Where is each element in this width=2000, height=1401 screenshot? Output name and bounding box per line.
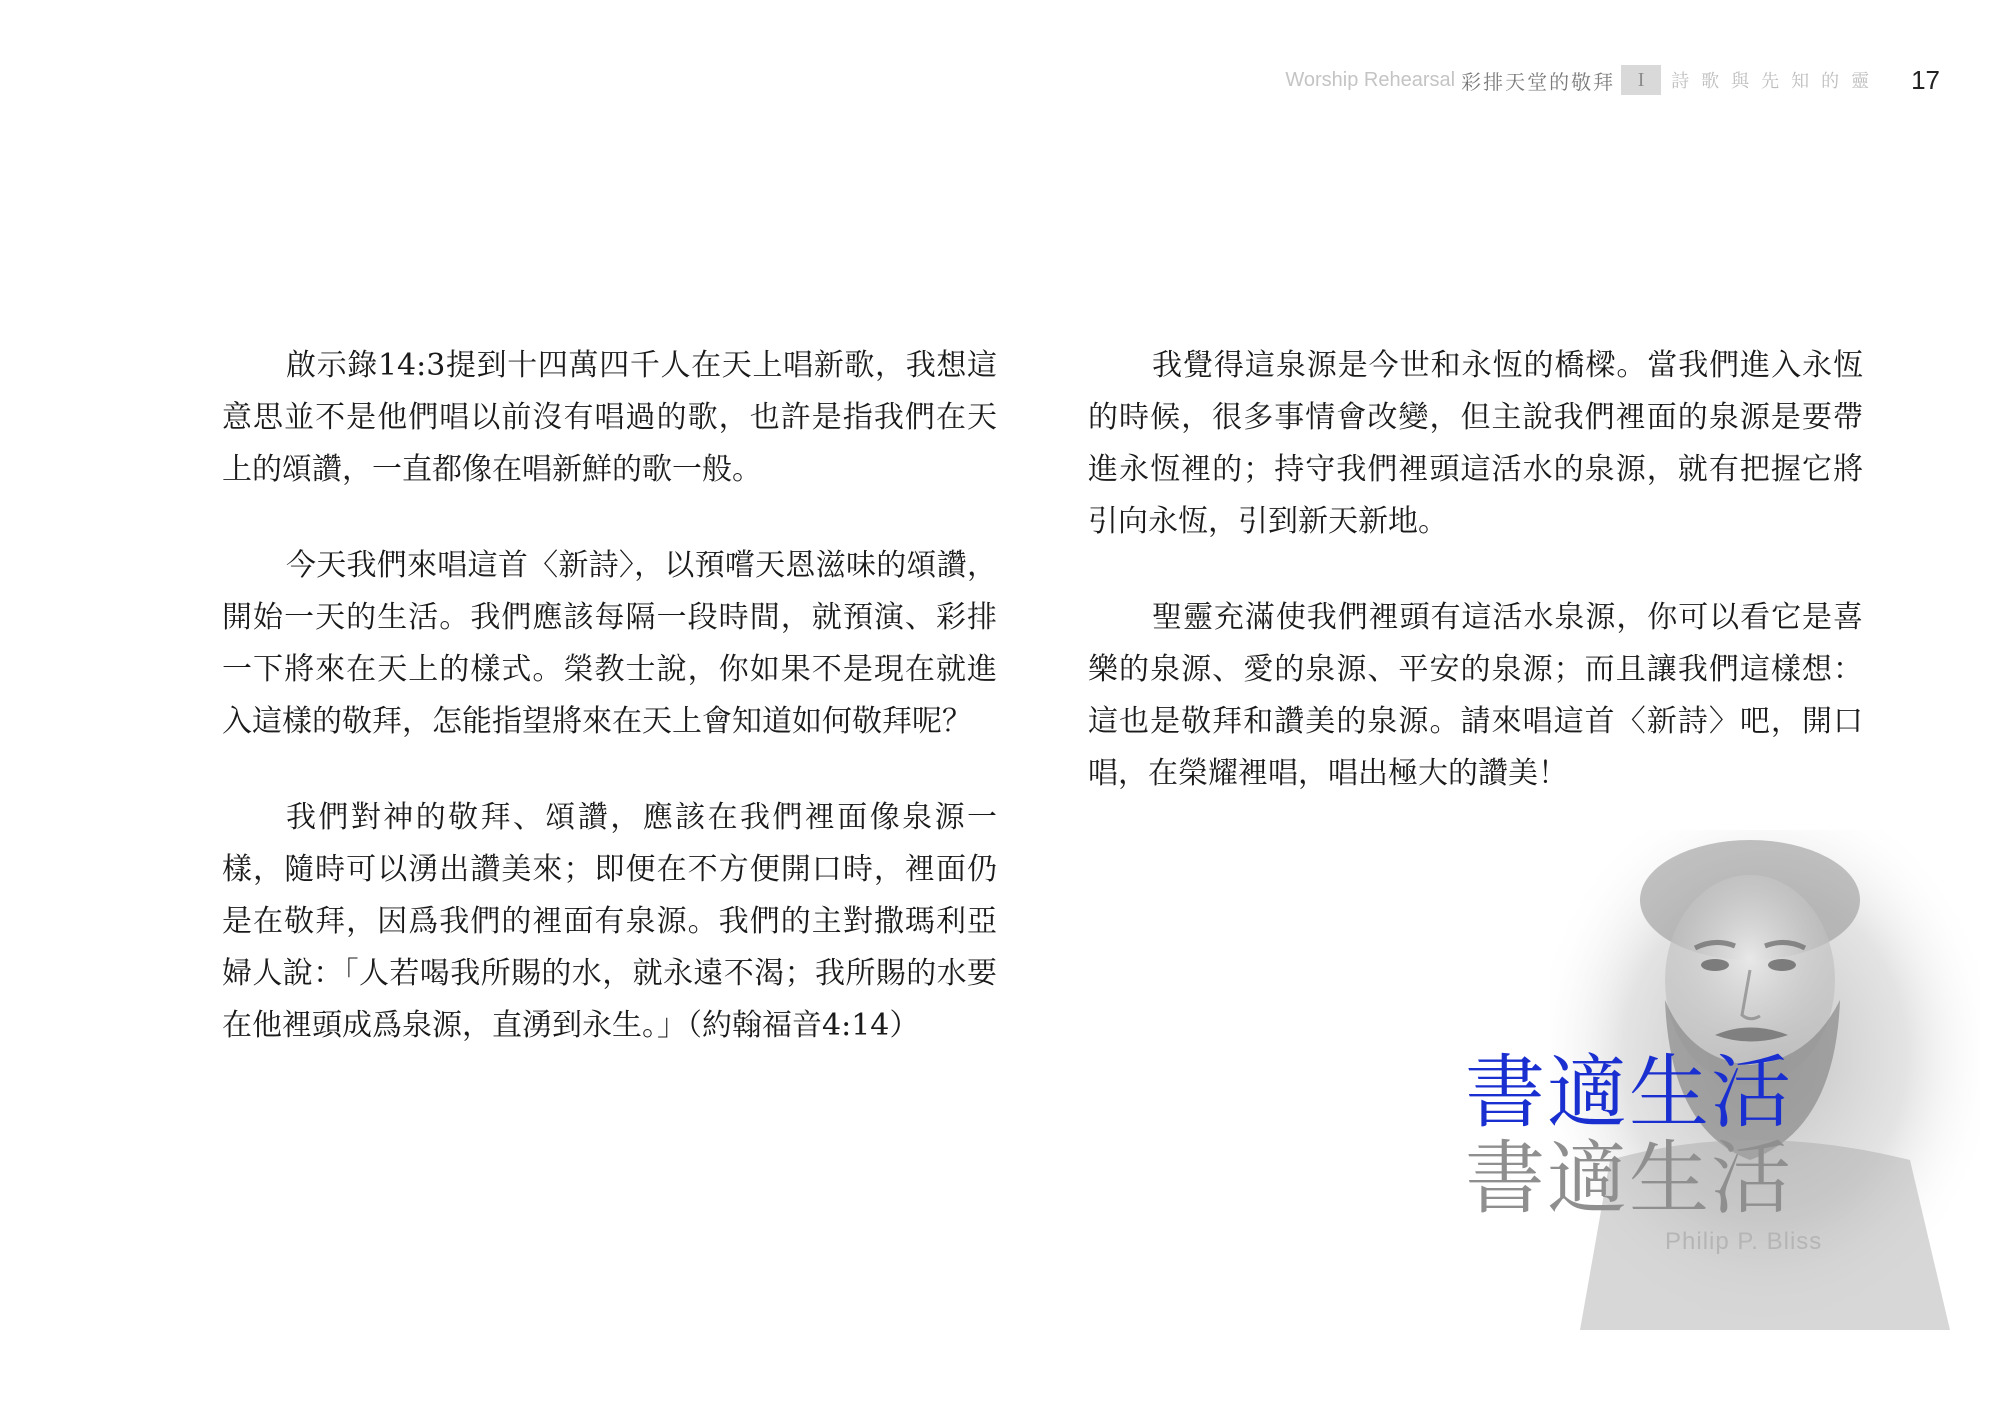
header-section-title: 詩歌與先知的靈 — [1671, 71, 1882, 92]
brand-logo-line-gray: 書適生活 — [1465, 1132, 1793, 1225]
running-header — [1285, 64, 1940, 96]
paragraph: 我們對神的敬拜、頌讚，應該在我們裡面像泉源一樣，隨時可以湧出讚美來；即便在不方便開口時，裡面仍是在敬拜，因爲我們的裡面有泉源。我們的主對撒瑪利亞婦人說：「人若喝我所賜的水，就永遠不渴；我所賜的水要在他裡頭成爲泉源，直湧到永生。」（約翰福音4:14） — [222, 800, 997, 1043]
paragraph: 今天我們來唱這首〈新詩〉，以預嚐天恩滋味的頌讚，開始一天的生活。我們應該每隔一段時間，就預演、彩排一下將來在天上的樣式。榮教士說，你如果不是現在就進入這樣的敬拜，怎能指望將來在天上會知道如何敬拜呢？ — [222, 548, 997, 739]
header-title-zh: 彩排天堂的敬拜 — [1461, 69, 1616, 94]
left-text-column — [222, 340, 997, 1096]
page-number: 17 — [1911, 64, 1940, 95]
paragraph: 我覺得這泉源是今世和永恆的橋樑。當我們進入永恆的時候，很多事情會改變，但主說我們裡面的泉源是要帶進永恆裡的；持守我們裡頭這活水的泉源，就有把握它將引向永恆，引到新天新地。 — [1088, 348, 1863, 539]
portrait-caption: Philip P. Bliss — [1665, 1228, 1823, 1255]
chapter-number-badge: I — [1621, 65, 1661, 95]
brand-logo-line-blue: 書適生活 — [1465, 1046, 1793, 1139]
paragraph: 啟示錄14:3提到十四萬四千人在天上唱新歌，我想這意思並不是他們唱以前沒有唱過的歌，也許是指我們在天上的頌讚，一直都像在唱新鮮的歌一般。 — [222, 348, 997, 487]
paragraph: 聖靈充滿使我們裡頭有這活水泉源，你可以看它是喜樂的泉源、愛的泉源、平安的泉源；而且讓我們這樣想：這也是敬拜和讚美的泉源。請來唱這首〈新詩〉吧，開口唱，在榮耀裡唱，唱出極大的讚美！ — [1088, 600, 1863, 791]
right-text-column — [1088, 340, 1863, 844]
brand-logo — [1465, 1046, 1885, 1225]
header-title-en: Worship Rehearsal — [1285, 68, 1456, 91]
